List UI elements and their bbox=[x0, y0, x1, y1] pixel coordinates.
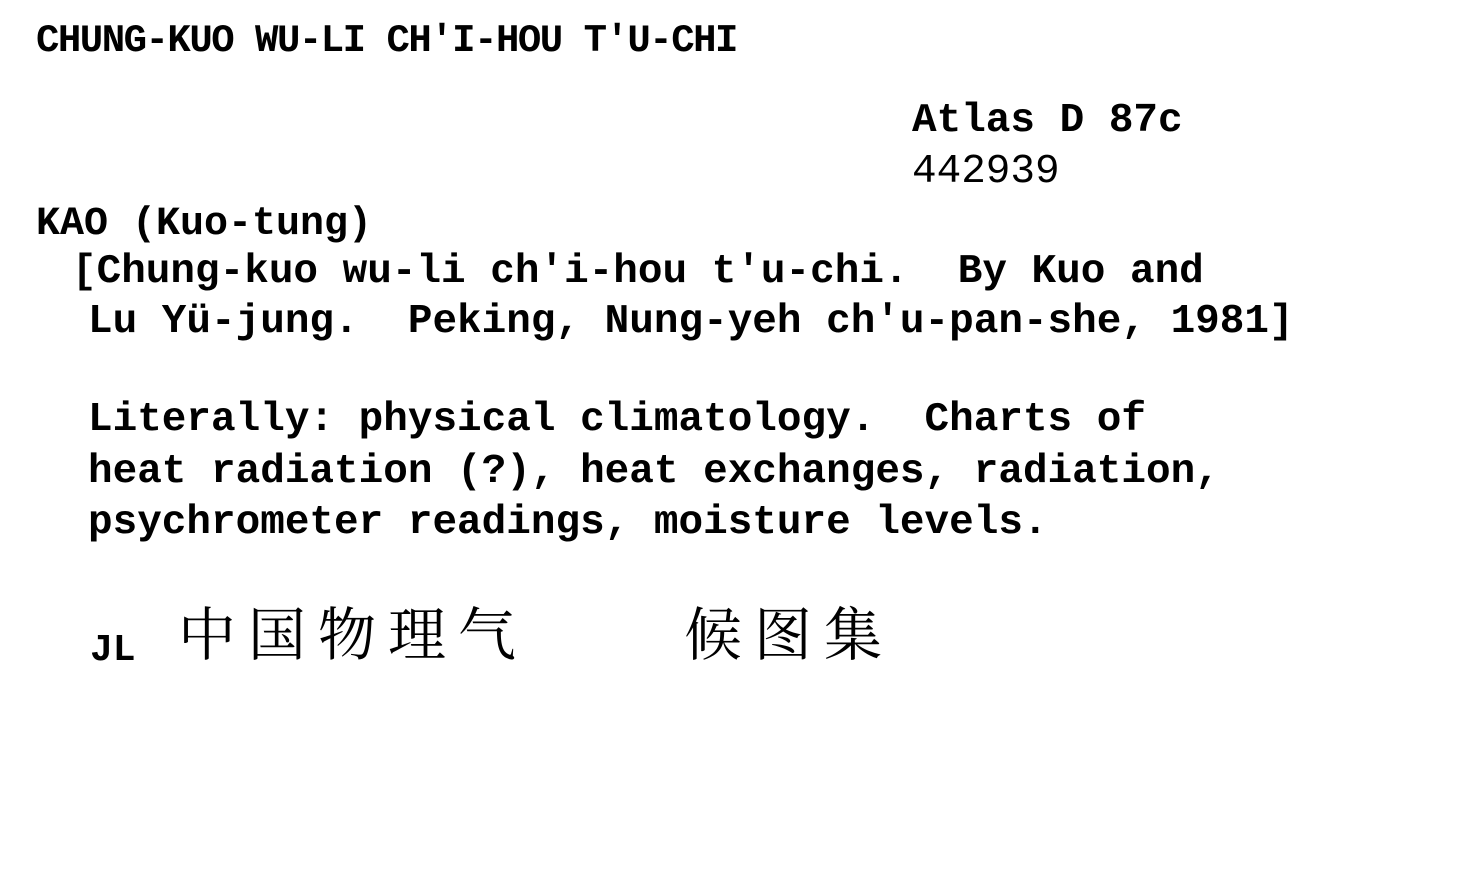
author-entry: KAO (Kuo-tung) bbox=[36, 202, 373, 247]
cataloger-initials: JL bbox=[90, 629, 136, 672]
note-line-3: psychrometer readings, moisture levels. bbox=[88, 500, 1048, 546]
accession-number: 442939 bbox=[912, 149, 1060, 195]
chinese-title-part-2: 候图集 bbox=[684, 601, 895, 669]
title-line-1: [Chung-kuo wu-li ch'i-hou t'u-chi. By Kuo and bbox=[72, 249, 1204, 295]
title-line-2: Lu Yü-jung. Peking, Nung-yeh ch'u-pan-she, 1981] bbox=[88, 299, 1294, 345]
note-line-2: heat radiation (?), heat exchanges, radiation, bbox=[88, 449, 1220, 495]
note-line-1: Literally: physical climatology. Charts of bbox=[88, 397, 1146, 443]
call-number: Atlas D 87c bbox=[912, 98, 1183, 144]
card-heading: CHUNG-KUO WU-LI CH'I-HOU T'U-CHI bbox=[36, 19, 737, 63]
chinese-title-part-1: 中国物理气 bbox=[178, 601, 529, 669]
